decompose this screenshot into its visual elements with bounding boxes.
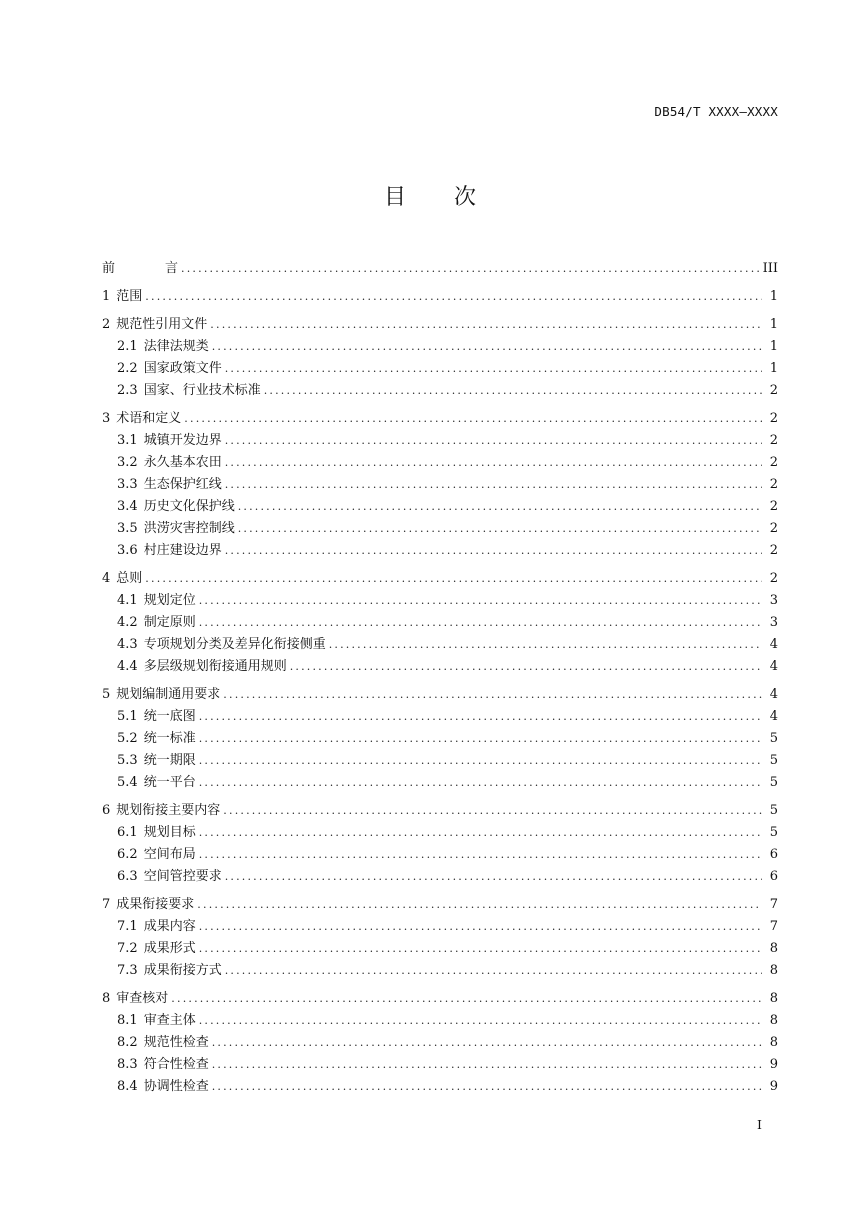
toc-page-number: 2 xyxy=(769,455,778,470)
toc-subentry[interactable] xyxy=(102,1032,778,1054)
toc-entry-label xyxy=(117,656,290,678)
toc-entry-label xyxy=(117,706,199,728)
toc-entry-number: 7.2 xyxy=(117,941,138,956)
dot-leader xyxy=(199,844,762,866)
dot-leader xyxy=(199,590,762,612)
dot-leader xyxy=(225,452,762,474)
toc-section xyxy=(102,314,778,402)
toc-entry-label xyxy=(117,496,238,518)
toc-page-number: 3 xyxy=(769,593,778,608)
toc-entry-text: 法律法规类 xyxy=(143,339,209,354)
dot-leader xyxy=(199,612,762,634)
dot-leader xyxy=(199,772,762,794)
toc-entry-label xyxy=(117,844,199,866)
toc-entry-text: 统一期限 xyxy=(143,753,196,768)
dot-leader xyxy=(171,988,762,1010)
toc-subentry[interactable] xyxy=(102,452,778,474)
toc-entry-label xyxy=(117,1010,199,1032)
dot-leader xyxy=(199,1010,762,1032)
toc-entry-label xyxy=(117,728,199,750)
toc-entry-text: 规划定位 xyxy=(143,593,196,608)
toc-entry-label xyxy=(117,1054,212,1076)
toc-entry-label xyxy=(117,452,225,474)
toc-entry-number: 6.1 xyxy=(117,825,138,840)
toc-subentry[interactable] xyxy=(102,866,778,888)
toc-entry-label xyxy=(117,822,199,844)
toc-page-number: 4 xyxy=(769,709,778,724)
toc-section xyxy=(102,286,778,308)
toc-entry-number: 6.3 xyxy=(117,869,138,884)
toc-page-number: 5 xyxy=(769,753,778,768)
table-of-contents xyxy=(102,258,778,1104)
toc-subentry[interactable] xyxy=(102,938,778,960)
dot-leader xyxy=(225,540,762,562)
toc-entry-text: 符合性检查 xyxy=(143,1057,209,1072)
dot-leader xyxy=(238,518,762,540)
toc-entry-number: 3.4 xyxy=(117,499,138,514)
toc-subentry[interactable] xyxy=(102,634,778,656)
toc-entry-label xyxy=(102,314,210,336)
toc-section xyxy=(102,988,778,1098)
toc-entry-label xyxy=(102,684,223,706)
toc-entry[interactable] xyxy=(102,258,778,280)
dot-leader xyxy=(212,1076,762,1098)
toc-entry-text: 审查主体 xyxy=(143,1013,196,1028)
dot-leader xyxy=(199,706,762,728)
toc-subentry[interactable] xyxy=(102,960,778,982)
dot-leader xyxy=(199,822,762,844)
toc-subentry[interactable] xyxy=(102,336,778,358)
toc-page-number: 5 xyxy=(769,731,778,746)
toc-section xyxy=(102,800,778,888)
toc-entry-label xyxy=(102,408,184,430)
dot-leader xyxy=(329,634,762,656)
toc-entry-number: 8.1 xyxy=(117,1013,138,1028)
toc-entry-text: 成果内容 xyxy=(143,919,196,934)
toc-entry-text: 规划目标 xyxy=(143,825,196,840)
toc-entry-number: 4.4 xyxy=(117,659,138,674)
toc-entry-label xyxy=(117,358,225,380)
toc-subentry[interactable] xyxy=(102,430,778,452)
page-number: I xyxy=(757,1117,762,1132)
toc-subentry[interactable] xyxy=(102,772,778,794)
toc-page-number: 2 xyxy=(769,477,778,492)
toc-entry-text: 生态保护红线 xyxy=(143,477,222,492)
toc-page-number: 9 xyxy=(769,1057,778,1072)
toc-entry-number: 5.3 xyxy=(117,753,138,768)
toc-subentry[interactable] xyxy=(102,358,778,380)
toc-section xyxy=(102,258,778,280)
toc-page-number: 2 xyxy=(769,571,778,586)
toc-page-number: 2 xyxy=(769,521,778,536)
toc-page-number: 5 xyxy=(769,825,778,840)
toc-entry-text: 国家、行业技术标准 xyxy=(143,383,261,398)
toc-page-number: 8 xyxy=(769,963,778,978)
toc-entry-number: 2.2 xyxy=(117,361,138,376)
dot-leader xyxy=(199,938,762,960)
toc-entry[interactable] xyxy=(102,894,778,916)
dot-leader xyxy=(184,408,762,430)
toc-entry-text: 前言 xyxy=(102,261,179,276)
dot-leader xyxy=(197,894,762,916)
dot-leader xyxy=(199,916,762,938)
dot-leader xyxy=(199,728,762,750)
toc-entry-number: 7.1 xyxy=(117,919,138,934)
dot-leader xyxy=(225,430,762,452)
toc-entry[interactable] xyxy=(102,684,778,706)
toc-subentry[interactable] xyxy=(102,844,778,866)
toc-entry-text: 洪涝灾害控制线 xyxy=(143,521,235,536)
toc-entry-label xyxy=(117,474,225,496)
toc-entry[interactable] xyxy=(102,314,778,336)
dot-leader xyxy=(223,684,762,706)
toc-entry-text: 协调性检查 xyxy=(143,1079,209,1094)
toc-entry-text: 空间布局 xyxy=(143,847,196,862)
toc-entry-number: 4.2 xyxy=(117,615,138,630)
toc-entry-number: 3.6 xyxy=(117,543,138,558)
toc-entry-text: 专项规划分类及差异化衔接侧重 xyxy=(143,637,326,652)
toc-entry-number: 3.2 xyxy=(117,455,138,470)
page-title: 目次 xyxy=(383,185,524,210)
toc-subentry[interactable] xyxy=(102,916,778,938)
toc-entry-text: 成果衔接要求 xyxy=(116,897,195,912)
toc-page-number: 2 xyxy=(769,543,778,558)
toc-page-number: 5 xyxy=(769,803,778,818)
toc-entry-text: 多层级规划衔接通用规则 xyxy=(143,659,287,674)
dot-leader xyxy=(181,258,759,280)
toc-entry-number: 5 xyxy=(102,687,111,702)
dot-leader xyxy=(238,496,762,518)
toc-entry-text: 审查核对 xyxy=(116,991,169,1006)
toc-subentry[interactable] xyxy=(102,380,778,402)
toc-entry-number: 8.3 xyxy=(117,1057,138,1072)
dot-leader xyxy=(225,358,762,380)
toc-entry-number: 2 xyxy=(102,317,111,332)
toc-page-number: 2 xyxy=(769,433,778,448)
toc-entry-number: 5.4 xyxy=(117,775,138,790)
toc-page-number: 8 xyxy=(769,1013,778,1028)
toc-page-number: 1 xyxy=(769,317,778,332)
toc-page-number: 4 xyxy=(769,659,778,674)
toc-entry-label xyxy=(102,988,171,1010)
toc-entry-number: 6.2 xyxy=(117,847,138,862)
toc-entry-label xyxy=(117,590,199,612)
toc-entry-label xyxy=(117,772,199,794)
toc-page-number: 2 xyxy=(769,383,778,398)
toc-entry-label xyxy=(117,938,199,960)
toc-subentry[interactable] xyxy=(102,1010,778,1032)
toc-entry-label xyxy=(102,800,223,822)
toc-entry-number: 8 xyxy=(102,991,111,1006)
dot-leader xyxy=(225,960,762,982)
toc-page-number: 6 xyxy=(769,847,778,862)
toc-entry-label xyxy=(102,568,145,590)
dot-leader xyxy=(225,474,762,496)
toc-page-number: 8 xyxy=(769,1035,778,1050)
toc-subentry[interactable] xyxy=(102,474,778,496)
toc-page-number: 6 xyxy=(769,869,778,884)
toc-page-number: 4 xyxy=(769,687,778,702)
toc-entry-number: 5.1 xyxy=(117,709,138,724)
toc-page-number: III xyxy=(762,261,778,276)
toc-subentry[interactable] xyxy=(102,496,778,518)
toc-entry-text: 范围 xyxy=(116,289,143,304)
toc-page-number: 2 xyxy=(769,499,778,514)
toc-section xyxy=(102,894,778,982)
dot-leader xyxy=(199,750,762,772)
toc-section xyxy=(102,408,778,562)
toc-entry-number: 3.5 xyxy=(117,521,138,536)
toc-entry-text: 统一标准 xyxy=(143,731,196,746)
toc-page-number: 4 xyxy=(769,637,778,652)
toc-page-number: 1 xyxy=(769,361,778,376)
toc-subentry[interactable] xyxy=(102,728,778,750)
dot-leader xyxy=(145,568,762,590)
toc-page-number: 9 xyxy=(769,1079,778,1094)
toc-section xyxy=(102,684,778,794)
toc-entry-label xyxy=(102,258,181,280)
toc-entry-label xyxy=(117,430,225,452)
dot-leader xyxy=(145,286,762,308)
toc-page-number: 1 xyxy=(769,289,778,304)
dot-leader xyxy=(264,380,762,402)
toc-entry-text: 永久基本农田 xyxy=(143,455,222,470)
toc-entry-text: 村庄建设边界 xyxy=(143,543,222,558)
toc-entry-label xyxy=(117,1076,212,1098)
toc-entry-text: 规划编制通用要求 xyxy=(116,687,221,702)
toc-entry-number: 1 xyxy=(102,289,111,304)
toc-entry-text: 制定原则 xyxy=(143,615,196,630)
toc-page-number: 8 xyxy=(769,941,778,956)
toc-entry-label xyxy=(117,612,199,634)
toc-page-number: 7 xyxy=(769,897,778,912)
toc-entry-text: 空间管控要求 xyxy=(143,869,222,884)
toc-entry-text: 规范性检查 xyxy=(143,1035,209,1050)
toc-entry-label xyxy=(117,866,225,888)
toc-entry[interactable] xyxy=(102,800,778,822)
toc-entry-label xyxy=(117,960,225,982)
toc-entry[interactable] xyxy=(102,286,778,308)
toc-entry-number: 2.3 xyxy=(117,383,138,398)
dot-leader xyxy=(290,656,762,678)
toc-entry-number: 7.3 xyxy=(117,963,138,978)
toc-entry-number: 3 xyxy=(102,411,111,426)
toc-entry-number: 4 xyxy=(102,571,111,586)
toc-entry-label xyxy=(117,916,199,938)
toc-entry-text: 成果衔接方式 xyxy=(143,963,222,978)
toc-entry-label xyxy=(102,894,197,916)
toc-entry-text: 统一平台 xyxy=(143,775,196,790)
toc-entry-text: 城镇开发边界 xyxy=(143,433,222,448)
toc-entry[interactable] xyxy=(102,988,778,1010)
toc-entry-number: 8.2 xyxy=(117,1035,138,1050)
toc-entry-number: 4.1 xyxy=(117,593,138,608)
toc-entry-text: 成果形式 xyxy=(143,941,196,956)
dot-leader xyxy=(212,1032,762,1054)
toc-section xyxy=(102,568,778,678)
toc-subentry[interactable] xyxy=(102,590,778,612)
toc-entry-number: 5.2 xyxy=(117,731,138,746)
toc-entry-label xyxy=(117,336,212,358)
document-code: DB54/T XXXX—XXXX xyxy=(654,104,778,119)
toc-entry-text: 术语和定义 xyxy=(116,411,182,426)
toc-entry-label xyxy=(117,634,329,656)
toc-subentry[interactable] xyxy=(102,706,778,728)
toc-page-number: 3 xyxy=(769,615,778,630)
toc-entry-text: 统一底图 xyxy=(143,709,196,724)
toc-entry-label xyxy=(117,380,264,402)
toc-subentry[interactable] xyxy=(102,750,778,772)
toc-entry-label xyxy=(117,1032,212,1054)
toc-entry-text: 规范性引用文件 xyxy=(116,317,208,332)
toc-entry-number: 4.3 xyxy=(117,637,138,652)
toc-entry-number: 3.1 xyxy=(117,433,138,448)
toc-subentry[interactable] xyxy=(102,1076,778,1098)
toc-entry[interactable] xyxy=(102,408,778,430)
dot-leader xyxy=(212,336,762,358)
dot-leader xyxy=(212,1054,762,1076)
toc-entry-number: 3.3 xyxy=(117,477,138,492)
toc-page-number: 8 xyxy=(769,991,778,1006)
toc-page-number: 5 xyxy=(769,775,778,790)
toc-subentry[interactable] xyxy=(102,540,778,562)
dot-leader xyxy=(225,866,762,888)
dot-leader xyxy=(223,800,762,822)
toc-entry-number: 6 xyxy=(102,803,111,818)
toc-subentry[interactable] xyxy=(102,822,778,844)
toc-entry-number: 7 xyxy=(102,897,111,912)
toc-page-number: 1 xyxy=(769,339,778,354)
toc-entry[interactable] xyxy=(102,568,778,590)
toc-page-number: 7 xyxy=(769,919,778,934)
toc-entry-label xyxy=(117,750,199,772)
toc-entry-text: 总则 xyxy=(116,571,143,586)
toc-entry-number: 8.4 xyxy=(117,1079,138,1094)
toc-entry-text: 国家政策文件 xyxy=(143,361,222,376)
toc-entry-text: 历史文化保护线 xyxy=(143,499,235,514)
toc-entry-label xyxy=(117,518,238,540)
toc-subentry[interactable] xyxy=(102,612,778,634)
toc-entry-label xyxy=(102,286,145,308)
dot-leader xyxy=(210,314,762,336)
toc-subentry[interactable] xyxy=(102,1054,778,1076)
toc-subentry[interactable] xyxy=(102,518,778,540)
toc-entry-number: 2.1 xyxy=(117,339,138,354)
toc-entry-label xyxy=(117,540,225,562)
toc-entry-text: 规划衔接主要内容 xyxy=(116,803,221,818)
toc-page-number: 2 xyxy=(769,411,778,426)
toc-subentry[interactable] xyxy=(102,656,778,678)
